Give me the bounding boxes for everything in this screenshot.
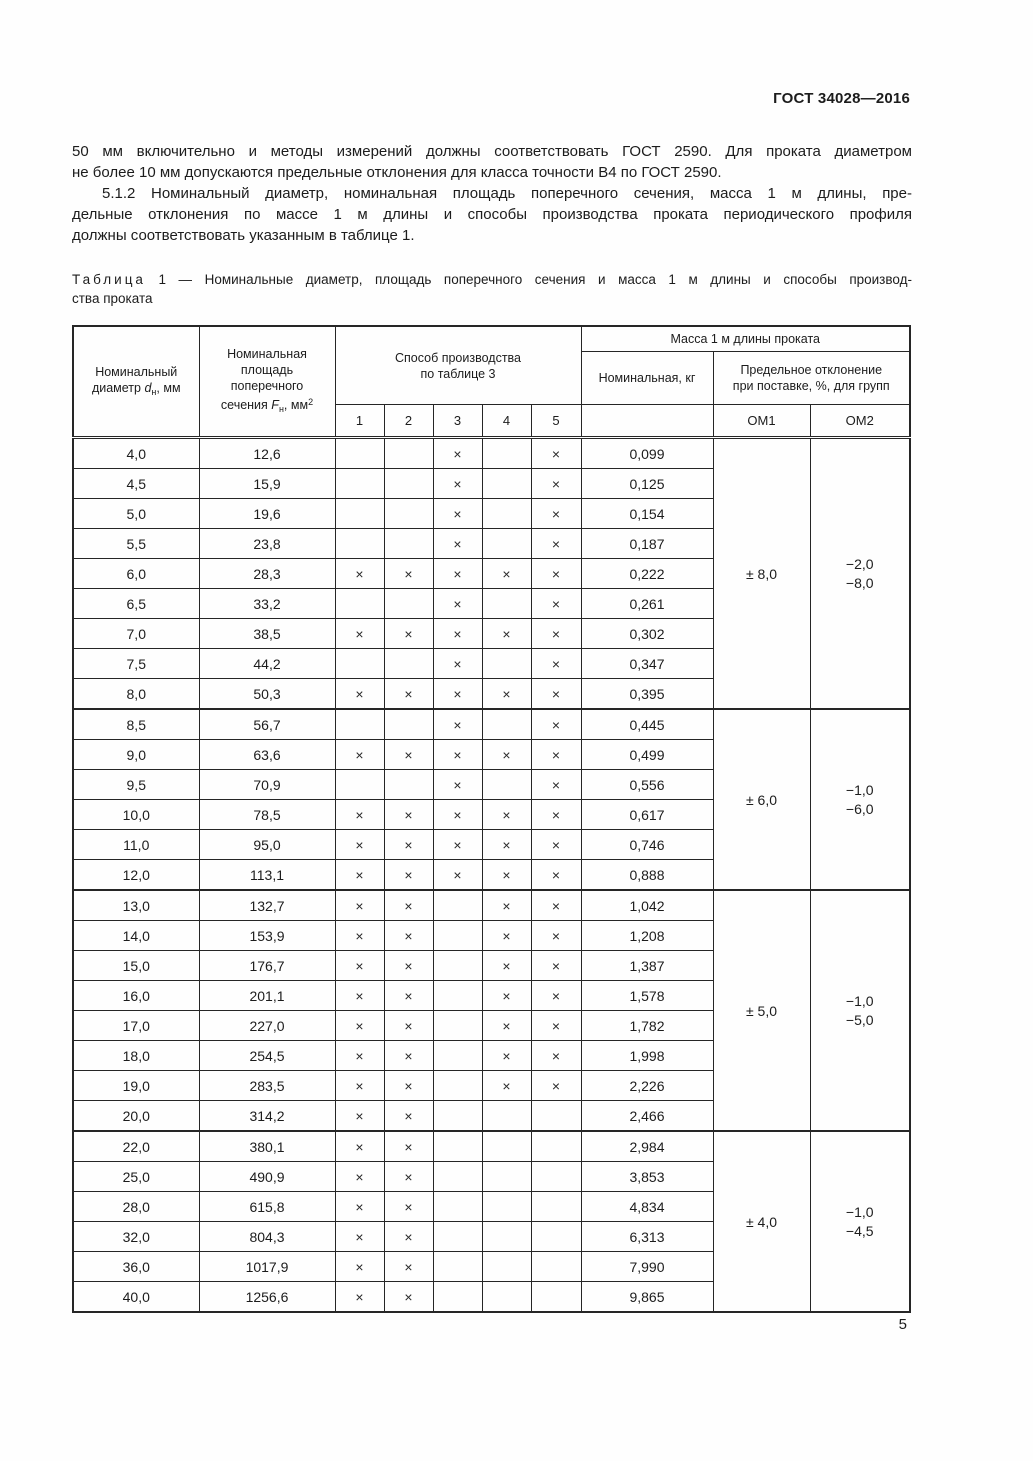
mass-cell: 2,466 [581, 1101, 713, 1132]
diameter-cell: 16,0 [73, 981, 199, 1011]
method-mark-cell [482, 649, 531, 679]
mass-cell: 2,984 [581, 1131, 713, 1162]
method-mark-cell: × [335, 1041, 384, 1071]
method-mark-cell: × [531, 951, 581, 981]
method-mark-cell [433, 1162, 482, 1192]
method-mark-cell: × [531, 619, 581, 649]
diameter-cell: 36,0 [73, 1252, 199, 1282]
header-method-col: 2 [384, 405, 433, 438]
mass-cell: 1,782 [581, 1011, 713, 1041]
mass-cell: 0,888 [581, 860, 713, 891]
mass-cell: 0,617 [581, 800, 713, 830]
method-mark-cell [482, 1222, 531, 1252]
mass-cell: 0,125 [581, 469, 713, 499]
area-cell: 254,5 [199, 1041, 335, 1071]
paragraph-line: не более 10 мм допускаются предельные отклонения для класса точности В4 по ГОСТ 2590. [72, 164, 722, 181]
method-mark-cell: × [433, 559, 482, 589]
om2-deviation-line: −5,0 [845, 1011, 874, 1028]
area-cell: 227,0 [199, 1011, 335, 1041]
method-mark-cell: × [482, 1041, 531, 1071]
method-mark-cell: × [531, 649, 581, 679]
om2-deviation-line: −1,0 [845, 1203, 874, 1220]
method-mark-cell [482, 1131, 531, 1162]
method-mark-cell [482, 529, 531, 559]
method-mark-cell: × [384, 1011, 433, 1041]
header-diameter-line: Номинальный [95, 364, 178, 379]
method-mark-cell: × [531, 830, 581, 860]
method-mark-cell [384, 499, 433, 529]
area-cell: 78,5 [199, 800, 335, 830]
header-method-col: 1 [335, 405, 384, 438]
method-mark-cell: × [384, 860, 433, 891]
method-mark-cell [433, 921, 482, 951]
method-mark-cell: × [482, 559, 531, 589]
method-mark-cell [384, 529, 433, 559]
method-mark-cell: × [335, 1162, 384, 1192]
table-caption-number: 1 [158, 272, 166, 287]
method-mark-cell [335, 770, 384, 800]
method-mark-cell [531, 1252, 581, 1282]
method-mark-cell: × [531, 1011, 581, 1041]
paragraph-line: дельные отклонения по массе 1 м длины и способы производства проката периодического профиля [72, 206, 912, 223]
method-mark-cell: × [482, 860, 531, 891]
method-mark-cell [433, 1131, 482, 1162]
method-mark-cell: × [482, 679, 531, 710]
method-mark-cell: × [384, 1101, 433, 1132]
method-mark-cell: × [335, 981, 384, 1011]
om2-deviation-cell [810, 438, 910, 710]
diameter-cell: 22,0 [73, 1131, 199, 1162]
method-mark-cell: × [384, 830, 433, 860]
om1-deviation-cell: ± 6,0 [713, 709, 810, 890]
method-mark-cell: × [482, 890, 531, 921]
table-row [73, 709, 910, 740]
area-cell: 1256,6 [199, 1282, 335, 1313]
method-mark-cell: × [531, 740, 581, 770]
area-cell: 201,1 [199, 981, 335, 1011]
header-area-line: Номинальная [227, 347, 307, 361]
area-cell: 12,6 [199, 438, 335, 469]
mass-cell: 9,865 [581, 1282, 713, 1313]
method-mark-cell: × [384, 1131, 433, 1162]
mass-cell: 2,226 [581, 1071, 713, 1101]
header-method-col: 5 [531, 405, 581, 438]
method-mark-cell [384, 709, 433, 740]
method-mark-cell: × [433, 860, 482, 891]
om2-deviation-line: −4,5 [845, 1222, 874, 1239]
method-mark-cell: × [531, 529, 581, 559]
header-mass-group: Масса 1 м длины проката [581, 326, 910, 352]
method-mark-cell: × [335, 1071, 384, 1101]
method-mark-cell: × [384, 890, 433, 921]
diameter-cell: 7,5 [73, 649, 199, 679]
diameter-cell: 13,0 [73, 890, 199, 921]
method-mark-cell: × [531, 770, 581, 800]
diameter-cell: 9,5 [73, 770, 199, 800]
om1-deviation-cell: ± 8,0 [713, 438, 810, 710]
om2-deviation-line: −6,0 [845, 800, 874, 817]
table-1 [72, 325, 911, 1313]
method-mark-cell [433, 951, 482, 981]
method-mark-cell: × [384, 1071, 433, 1101]
method-mark-cell [482, 770, 531, 800]
method-mark-cell [433, 1252, 482, 1282]
method-mark-cell [335, 529, 384, 559]
method-mark-cell: × [384, 1192, 433, 1222]
method-mark-cell: × [482, 830, 531, 860]
header-om2: ОМ2 [810, 405, 910, 438]
area-cell: 176,7 [199, 951, 335, 981]
table-caption-line: ства проката [72, 291, 153, 306]
method-mark-cell [482, 1252, 531, 1282]
header-method-line: Способ производства [394, 350, 521, 365]
diameter-cell: 9,0 [73, 740, 199, 770]
method-mark-cell: × [482, 1071, 531, 1101]
method-mark-cell: × [335, 1192, 384, 1222]
table-caption [72, 270, 912, 308]
method-mark-cell [433, 890, 482, 921]
method-mark-cell: × [433, 709, 482, 740]
method-mark-cell [335, 649, 384, 679]
method-mark-cell [531, 1101, 581, 1132]
diameter-cell: 8,0 [73, 679, 199, 710]
diameter-cell: 4,5 [73, 469, 199, 499]
diameter-cell: 20,0 [73, 1101, 199, 1132]
mass-cell: 1,042 [581, 890, 713, 921]
method-mark-cell [531, 1192, 581, 1222]
method-mark-cell: × [531, 589, 581, 619]
area-cell: 15,9 [199, 469, 335, 499]
method-mark-cell: × [335, 740, 384, 770]
method-mark-cell: × [531, 1041, 581, 1071]
area-cell: 132,7 [199, 890, 335, 921]
method-mark-cell: × [335, 800, 384, 830]
method-mark-cell [384, 438, 433, 469]
method-mark-cell: × [482, 740, 531, 770]
method-mark-cell: × [335, 1011, 384, 1041]
area-cell: 95,0 [199, 830, 335, 860]
method-mark-cell: × [335, 830, 384, 860]
area-cell: 56,7 [199, 709, 335, 740]
header-deviation [713, 352, 910, 405]
method-mark-cell: × [531, 860, 581, 891]
area-cell: 19,6 [199, 499, 335, 529]
method-mark-cell [482, 1101, 531, 1132]
diameter-cell: 19,0 [73, 1071, 199, 1101]
mass-cell: 0,261 [581, 589, 713, 619]
method-mark-cell [433, 981, 482, 1011]
method-mark-cell: × [384, 740, 433, 770]
om2-deviation-line: −8,0 [845, 574, 874, 591]
method-mark-cell [384, 469, 433, 499]
diameter-cell: 10,0 [73, 800, 199, 830]
method-mark-cell [482, 438, 531, 469]
method-mark-cell: × [384, 981, 433, 1011]
header-method-line: по таблице 3 [420, 366, 496, 381]
method-mark-cell: × [335, 1101, 384, 1132]
area-cell: 23,8 [199, 529, 335, 559]
method-mark-cell: × [384, 951, 433, 981]
mass-cell: 4,834 [581, 1192, 713, 1222]
method-mark-cell: × [433, 800, 482, 830]
method-mark-cell: × [433, 529, 482, 559]
area-cell: 804,3 [199, 1222, 335, 1252]
method-mark-cell [433, 1011, 482, 1041]
mass-cell: 1,578 [581, 981, 713, 1011]
diameter-cell: 28,0 [73, 1192, 199, 1222]
method-mark-cell: × [433, 469, 482, 499]
doc-number: ГОСТ 34028—2016 [773, 90, 910, 107]
area-cell: 28,3 [199, 559, 335, 589]
method-mark-cell: × [384, 800, 433, 830]
page-number: 5 [898, 1316, 907, 1333]
mass-cell: 1,208 [581, 921, 713, 951]
method-mark-cell: × [335, 1222, 384, 1252]
method-mark-cell [384, 770, 433, 800]
method-mark-cell: × [433, 589, 482, 619]
area-cell: 283,5 [199, 1071, 335, 1101]
method-mark-cell [482, 709, 531, 740]
mass-cell: 0,556 [581, 770, 713, 800]
om2-deviation-line: −2,0 [845, 555, 874, 572]
method-mark-cell: × [482, 921, 531, 951]
area-cell: 380,1 [199, 1131, 335, 1162]
method-mark-cell: × [482, 981, 531, 1011]
mass-cell: 0,347 [581, 649, 713, 679]
method-mark-cell [482, 469, 531, 499]
method-mark-cell [433, 1192, 482, 1222]
diameter-cell: 12,0 [73, 860, 199, 891]
method-mark-cell [531, 1282, 581, 1313]
diameter-cell: 5,5 [73, 529, 199, 559]
method-mark-cell: × [335, 921, 384, 951]
om1-deviation-cell: ± 5,0 [713, 890, 810, 1131]
paragraph-line: 5.1.2 Номинальный диаметр, номинальная площадь поперечного сечения, масса 1 м длины, пре- [102, 185, 912, 202]
method-mark-cell [335, 499, 384, 529]
method-mark-cell: × [335, 860, 384, 891]
method-mark-cell: × [482, 1011, 531, 1041]
area-cell: 1017,9 [199, 1252, 335, 1282]
method-mark-cell: × [531, 499, 581, 529]
mass-cell: 0,302 [581, 619, 713, 649]
method-mark-cell [433, 1041, 482, 1071]
method-mark-cell [384, 649, 433, 679]
method-mark-cell: × [531, 438, 581, 469]
method-mark-cell: × [384, 1041, 433, 1071]
method-mark-cell: × [335, 1131, 384, 1162]
method-mark-cell: × [384, 559, 433, 589]
method-mark-cell: × [384, 679, 433, 710]
method-mark-cell: × [531, 709, 581, 740]
diameter-cell: 40,0 [73, 1282, 199, 1313]
mass-cell: 3,853 [581, 1162, 713, 1192]
mass-cell: 1,387 [581, 951, 713, 981]
method-mark-cell: × [384, 619, 433, 649]
table-head [73, 326, 910, 438]
method-mark-cell [335, 589, 384, 619]
method-mark-cell [335, 709, 384, 740]
method-mark-cell: × [384, 1222, 433, 1252]
method-mark-cell [531, 1222, 581, 1252]
diameter-cell: 4,0 [73, 438, 199, 469]
paragraph-line: должны соответствовать указанным в таблице 1. [72, 227, 415, 244]
method-mark-cell [433, 1282, 482, 1313]
header-area [199, 326, 335, 438]
method-mark-cell: × [531, 890, 581, 921]
diameter-cell: 5,0 [73, 499, 199, 529]
method-mark-cell: × [335, 619, 384, 649]
om2-deviation-cell [810, 890, 910, 1131]
method-mark-cell: × [335, 679, 384, 710]
om2-deviation-cell [810, 709, 910, 890]
diameter-cell: 14,0 [73, 921, 199, 951]
method-mark-cell [482, 1192, 531, 1222]
table-row [73, 1131, 910, 1162]
method-mark-cell: × [531, 559, 581, 589]
method-mark-cell: × [384, 921, 433, 951]
diameter-cell: 32,0 [73, 1222, 199, 1252]
table-caption-line [72, 270, 912, 289]
header-area-line: поперечного [230, 379, 304, 393]
area-cell: 63,6 [199, 740, 335, 770]
area-cell: 153,9 [199, 921, 335, 951]
paragraph [72, 183, 912, 246]
mass-cell: 0,099 [581, 438, 713, 469]
diameter-cell: 6,0 [73, 559, 199, 589]
table-caption-label: Таблица [72, 272, 146, 287]
area-cell: 50,3 [199, 679, 335, 710]
method-mark-cell [482, 1162, 531, 1192]
method-mark-cell: × [531, 800, 581, 830]
table-body [73, 438, 910, 1313]
mass-cell: 0,154 [581, 499, 713, 529]
method-mark-cell: × [335, 559, 384, 589]
method-mark-cell [335, 469, 384, 499]
diameter-cell: 25,0 [73, 1162, 199, 1192]
method-mark-cell [384, 589, 433, 619]
method-mark-cell: × [531, 469, 581, 499]
method-mark-cell [482, 499, 531, 529]
paragraph-line: 50 мм включительно и методы измерений должны соответствовать ГОСТ 2590. Для проката диаметром [72, 143, 912, 160]
method-mark-cell: × [433, 649, 482, 679]
method-mark-cell: × [335, 951, 384, 981]
header-area-line: сечения $F_н$, $мм^2$ [220, 397, 314, 414]
method-mark-cell: × [433, 770, 482, 800]
method-mark-cell: × [384, 1162, 433, 1192]
header-method-col: 3 [433, 405, 482, 438]
method-mark-cell: × [433, 740, 482, 770]
diameter-cell: 15,0 [73, 951, 199, 981]
method-mark-cell [531, 1131, 581, 1162]
mass-cell: 0,222 [581, 559, 713, 589]
method-mark-cell: × [531, 1071, 581, 1101]
diameter-cell: 18,0 [73, 1041, 199, 1071]
header-mass-nominal: Номинальная, кг [581, 352, 713, 405]
page-content [72, 141, 912, 1313]
method-mark-cell [482, 1282, 531, 1313]
method-mark-cell [433, 1071, 482, 1101]
diameter-cell: 17,0 [73, 1011, 199, 1041]
method-mark-cell [433, 1222, 482, 1252]
mass-cell: 7,990 [581, 1252, 713, 1282]
mass-cell: 6,313 [581, 1222, 713, 1252]
area-cell: 314,2 [199, 1101, 335, 1132]
header-area-line: площадь [240, 363, 294, 377]
method-mark-cell: × [335, 890, 384, 921]
header-deviation-line: при поставке, %, для групп [732, 379, 890, 393]
diameter-cell: 7,0 [73, 619, 199, 649]
mass-cell: 0,187 [581, 529, 713, 559]
paragraph [72, 141, 912, 183]
area-cell: 38,5 [199, 619, 335, 649]
mass-cell: 0,445 [581, 709, 713, 740]
diameter-cell: 8,5 [73, 709, 199, 740]
header-method [335, 326, 581, 405]
mass-cell: 0,395 [581, 679, 713, 710]
area-cell: 33,2 [199, 589, 335, 619]
header-method-col: 4 [482, 405, 531, 438]
method-mark-cell [433, 1101, 482, 1132]
method-mark-cell: × [433, 619, 482, 649]
diameter-cell: 11,0 [73, 830, 199, 860]
method-mark-cell: × [335, 1282, 384, 1313]
method-mark-cell [482, 589, 531, 619]
method-mark-cell: × [433, 830, 482, 860]
method-mark-cell: × [531, 921, 581, 951]
header-diameter [73, 326, 199, 438]
method-mark-cell: × [531, 981, 581, 1011]
header-diameter-line: диаметр $d_н$, мм [91, 380, 181, 397]
area-cell: 490,9 [199, 1162, 335, 1192]
method-mark-cell: × [433, 438, 482, 469]
method-mark-cell: × [482, 800, 531, 830]
area-cell: 113,1 [199, 860, 335, 891]
area-cell: 70,9 [199, 770, 335, 800]
mass-cell: 1,998 [581, 1041, 713, 1071]
om2-deviation-cell [810, 1131, 910, 1312]
method-mark-cell [335, 438, 384, 469]
method-mark-cell: × [335, 1252, 384, 1282]
header-deviation-line: Предельное отклонение [740, 363, 883, 377]
method-mark-cell: × [531, 679, 581, 710]
method-mark-cell: × [482, 619, 531, 649]
mass-cell: 0,746 [581, 830, 713, 860]
method-mark-cell: × [433, 499, 482, 529]
om1-deviation-cell: ± 4,0 [713, 1131, 810, 1312]
area-cell: 615,8 [199, 1192, 335, 1222]
header-mass-empty [581, 405, 713, 438]
diameter-cell: 6,5 [73, 589, 199, 619]
method-mark-cell [531, 1162, 581, 1192]
mass-cell: 0,499 [581, 740, 713, 770]
method-mark-cell: × [384, 1282, 433, 1313]
table-row [73, 438, 910, 469]
table-row [73, 890, 910, 921]
area-cell: 44,2 [199, 649, 335, 679]
method-mark-cell: × [482, 951, 531, 981]
header-om1: ОМ1 [713, 405, 810, 438]
om2-deviation-line: −1,0 [845, 781, 874, 798]
om2-deviation-line: −1,0 [845, 992, 874, 1009]
table-caption-text: — Номинальные диаметр, площадь поперечного сечения и масса 1 м длины и способы производ- [178, 272, 912, 287]
method-mark-cell: × [433, 679, 482, 710]
method-mark-cell: × [384, 1252, 433, 1282]
